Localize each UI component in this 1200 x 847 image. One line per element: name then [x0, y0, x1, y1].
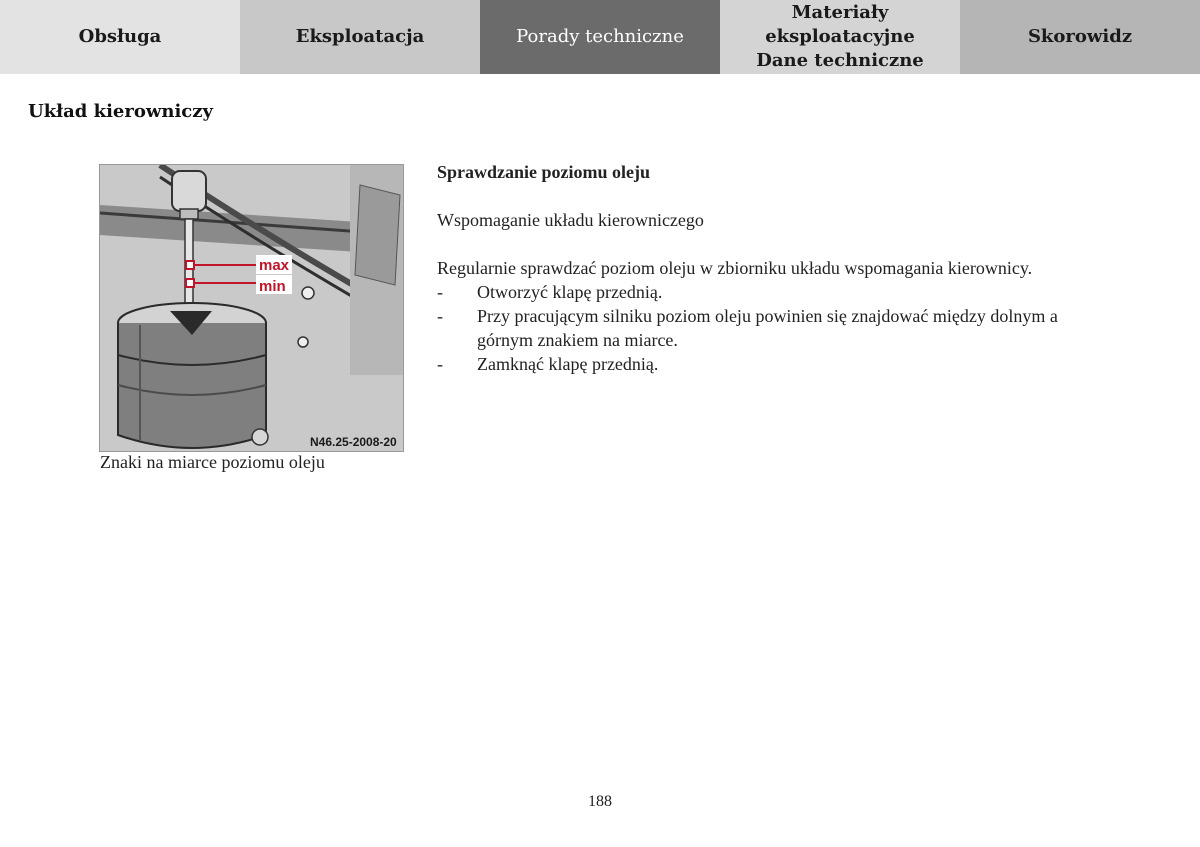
list-item	[437, 352, 1077, 376]
instructions	[437, 160, 1077, 376]
tab-dane-label: Dane techniczne	[756, 50, 924, 71]
tab-materialy-dane[interactable]	[720, 0, 960, 74]
steps-list	[437, 280, 1077, 376]
tab-porady-label: Porady techniczne	[516, 26, 684, 47]
list-item	[437, 304, 1077, 352]
instructions-intro: Regularnie sprawdzać poziom oleju w zbiorniku układu wspomagania kierownicy.	[437, 258, 1033, 278]
figure-caption: Znaki na miarce poziomu oleju	[100, 452, 325, 472]
bullet-dash: -	[437, 282, 443, 302]
tab-eksploatacja[interactable]	[240, 0, 480, 74]
bullet-dash: -	[437, 306, 443, 326]
step-text: Zamknąć klapę przednią.	[477, 354, 659, 374]
chapter-tabs	[0, 0, 1200, 74]
illustration-code: N46.25-2008-20	[310, 435, 397, 449]
step-text: Otworzyć klapę przednią.	[477, 282, 663, 302]
instructions-heading: Sprawdzanie poziomu oleju	[437, 162, 651, 182]
instructions-subheading: Wspomaganie układu kierowniczego	[437, 210, 704, 230]
dipstick-illustration	[99, 164, 404, 452]
tab-materialy-label: Materiały eksploatacyjne	[765, 2, 915, 47]
tab-porady-techniczne[interactable]	[480, 0, 720, 74]
step-text: Przy pracującym silniku poziom oleju powinien się znajdować między dolnym a górnym znakiem na miarce.	[477, 306, 1058, 350]
tab-skorowidz[interactable]	[960, 0, 1200, 74]
list-item	[437, 280, 1077, 304]
section-title: Układ kierowniczy	[28, 101, 213, 122]
tab-obsluga[interactable]	[0, 0, 240, 74]
max-marker-label: max	[259, 257, 290, 274]
bullet-dash: -	[437, 354, 443, 374]
tab-skorowidz-label: Skorowidz	[1027, 26, 1133, 47]
tab-obsluga-label: Obsługa	[78, 26, 162, 47]
tab-eksploatacja-label: Eksploatacja	[295, 26, 425, 47]
min-marker-label: min	[259, 278, 286, 295]
page-number: 188	[588, 793, 612, 810]
